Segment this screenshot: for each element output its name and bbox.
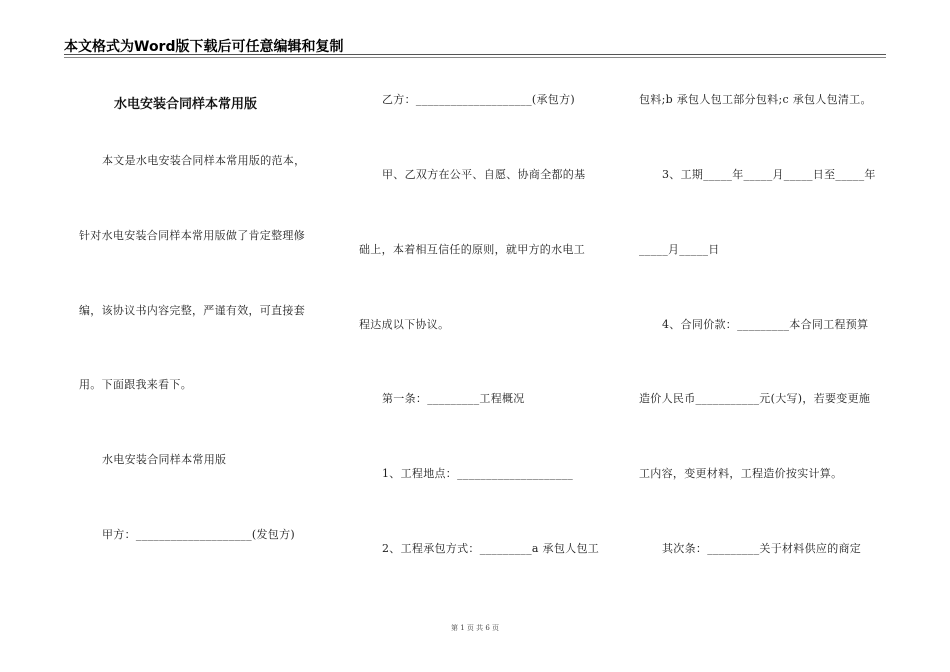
- item-2-method: 2、工程承包方式：_________a 承包人包工: [382, 542, 600, 555]
- method-continued: 包料;b 承包人包工部分包料;c 承包人包清工。: [639, 93, 872, 106]
- price-line-1: 4、合同价款：_________本合同工程预算: [662, 318, 869, 331]
- header-rule-secondary: [64, 57, 886, 58]
- header-rule: [64, 54, 886, 55]
- contract-subtitle: 水电安装合同样本常用版: [102, 453, 227, 466]
- item-1-location: 1、工程地点：____________________: [382, 467, 574, 480]
- intro-line-1: 本文是水电安装合同样本常用版的范本，: [102, 154, 306, 167]
- price-line-2: 造价人民币___________元(大写)，若要变更施: [639, 392, 871, 405]
- party-a-line: 甲方：____________________(发包方): [102, 528, 295, 541]
- doc-title: 水电安装合同样本常用版: [114, 97, 258, 112]
- intro-line-4: 用。下面跟我来看下。: [79, 378, 192, 391]
- preamble-line-3: 程达成以下协议。: [359, 318, 450, 331]
- intro-line-3: 编，该协议书内容完整，严谨有效，可直接套: [79, 304, 305, 317]
- preamble-line-2: 础上，本着相互信任的原则，就甲方的水电工: [359, 243, 585, 256]
- preamble-line-1: 甲、乙双方在公平、自愿、协商全都的基: [382, 168, 586, 181]
- period-line-1: 3、工期_____年_____月_____日至_____年: [662, 168, 876, 181]
- article-2-heading: 其次条：_________关于材料供应的商定: [662, 542, 862, 555]
- period-line-2: _____月_____日: [639, 243, 720, 256]
- party-b-line: 乙方：____________________(承包方): [382, 93, 575, 106]
- intro-line-2: 针对水电安装合同样本常用版做了肯定整理修: [79, 229, 305, 242]
- page-footer: 第 1 页 共 6 页: [450, 624, 500, 632]
- price-line-3: 工内容，变更材料，工程造价按实计算。: [639, 467, 843, 480]
- article-1-heading: 第一条：_________工程概况: [382, 392, 525, 405]
- header-title: 本文格式为Word版下载后可任意编辑和复制: [64, 39, 344, 55]
